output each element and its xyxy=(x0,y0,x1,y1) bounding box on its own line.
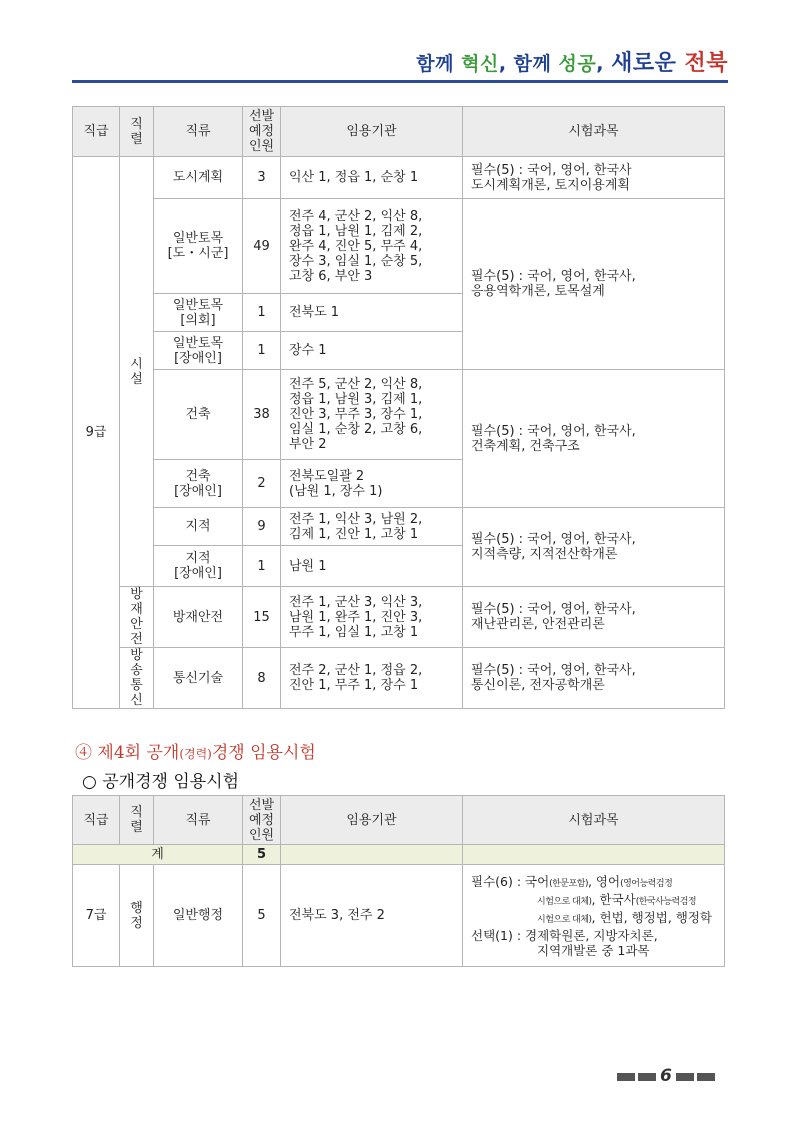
table-row xyxy=(73,199,725,294)
class-cell: 지적 [장애인] xyxy=(154,546,243,587)
col-class: 직류 xyxy=(154,107,243,157)
header-slogan: 함께 혁신, 함께 성공, 새로운 전북 xyxy=(416,51,728,76)
table-row xyxy=(73,157,725,199)
subjects-cell xyxy=(463,865,725,967)
count-cell: 15 xyxy=(243,587,281,648)
agency-cell: 전주 2, 군산 1, 정읍 2, 진안 1, 무주 1, 장수 1 xyxy=(281,648,463,709)
exam-table-7th-grade xyxy=(72,795,725,967)
class-cell: 일반토목 [도・시군] xyxy=(154,199,243,294)
class-cell: 방재안전 xyxy=(154,587,243,648)
grade-cell: 9급 xyxy=(73,157,120,709)
series-cell: 행정 xyxy=(120,865,154,967)
subjects-cell: 필수(5) : 국어, 영어, 한국사, 응용역학개론, 토목설계 xyxy=(463,199,725,370)
count-cell: 38 xyxy=(243,370,281,460)
col-agency: 임용기관 xyxy=(281,107,463,157)
required-subjects-cont2: 시험으로 대체), 헌법, 행정법, 행정학 xyxy=(537,909,712,925)
table-row xyxy=(73,865,725,967)
agency-cell: 전주 5, 군산 2, 익산 8, 정읍 1, 남원 3, 김제 1, 진안 3, 무주 3, 장수 1, 임실 1, 순창 2, 고창 6, 부안 2 xyxy=(281,370,463,460)
agency-cell: 전북도 1 xyxy=(281,294,463,332)
col-series: 직렬 xyxy=(120,107,154,157)
agency-cell: 익산 1, 정읍 1, 순창 1 xyxy=(281,157,463,199)
table-header-row xyxy=(73,107,725,157)
col-class: 직류 xyxy=(154,796,243,845)
header-divider xyxy=(72,80,728,83)
agency-cell: 전주 4, 군산 2, 익산 8, 정읍 1, 남원 1, 김제 2, 완주 4, 진안 5, 무주 4, 장수 3, 임실 1, 순창 5, 고창 6, 부안 3 xyxy=(281,199,463,294)
total-empty-cell xyxy=(281,845,463,865)
count-cell: 5 xyxy=(243,865,281,967)
class-cell: 지적 xyxy=(154,508,243,546)
page-number: 6 xyxy=(660,1066,672,1086)
section-title: ④ 제4회 공개(경력)경쟁 임용시험 xyxy=(75,743,316,763)
subsection-title: ○ 공개경쟁 임용시험 xyxy=(82,772,240,792)
footer-bar-left xyxy=(617,1073,635,1081)
required-subjects-cont: 시험으로 대체), 한국사(한국사능력검정 xyxy=(537,891,697,907)
footer-bar-left-2 xyxy=(638,1073,656,1081)
elective-subjects: 선택(1) : 경제학원론, 지방자치론, xyxy=(471,927,658,943)
agency-cell: 전북도일괄 2 (남원 1, 장수 1) xyxy=(281,460,463,508)
required-subjects: 필수(6) : 국어(한문포함), 영어(영어능력검정 xyxy=(471,873,673,889)
subjects-cell: 필수(5) : 국어, 영어, 한국사, 지적측량, 지적전산학개론 xyxy=(463,508,725,587)
subjects-cell: 필수(5) : 국어, 영어, 한국사, 통신이론, 전자공학개론 xyxy=(463,648,725,709)
total-empty-cell xyxy=(463,845,725,865)
col-subjects: 시험과목 xyxy=(463,796,725,845)
agency-cell: 전북도 3, 전주 2 xyxy=(281,865,463,967)
table-row xyxy=(73,648,725,709)
exam-table-9th-grade xyxy=(72,106,725,709)
table-row xyxy=(73,370,725,460)
total-row xyxy=(73,845,725,865)
col-count: 선발 예정 인원 xyxy=(243,796,281,845)
count-cell: 2 xyxy=(243,460,281,508)
class-cell: 건축 [장애인] xyxy=(154,460,243,508)
class-cell: 건축 xyxy=(154,370,243,460)
series-cell-facility: 시설 xyxy=(120,157,154,587)
count-cell: 3 xyxy=(243,157,281,199)
count-cell: 1 xyxy=(243,332,281,370)
table-header-row xyxy=(73,796,725,845)
agency-cell: 전주 1, 군산 3, 익산 3, 남원 1, 완주 1, 진안 3, 무주 1, 임실 1, 고창 1 xyxy=(281,587,463,648)
count-cell: 1 xyxy=(243,294,281,332)
agency-cell: 남원 1 xyxy=(281,546,463,587)
col-grade: 직급 xyxy=(73,107,120,157)
grade-cell: 7급 xyxy=(73,865,120,967)
total-value: 5 xyxy=(243,845,281,865)
total-label: 계 xyxy=(73,845,243,865)
count-cell: 8 xyxy=(243,648,281,709)
table-row xyxy=(73,587,725,648)
col-agency: 임용기관 xyxy=(281,796,463,845)
subjects-cell: 필수(5) : 국어, 영어, 한국사, 건축계획, 건축구조 xyxy=(463,370,725,508)
subjects-cell: 필수(5) : 국어, 영어, 한국사, 재난관리론, 안전관리론 xyxy=(463,587,725,648)
agency-cell: 장수 1 xyxy=(281,332,463,370)
elective-subjects-cont: 지역개발론 중 1과목 xyxy=(537,942,650,958)
class-cell: 통신기술 xyxy=(154,648,243,709)
footer-bar-right-2 xyxy=(697,1073,715,1081)
footer-bar-right xyxy=(676,1073,694,1081)
class-cell: 일반행정 xyxy=(154,865,243,967)
class-cell: 일반토목 [의회] xyxy=(154,294,243,332)
count-cell: 1 xyxy=(243,546,281,587)
table-row xyxy=(73,508,725,546)
count-cell: 49 xyxy=(243,199,281,294)
col-series: 직렬 xyxy=(120,796,154,845)
series-cell-broadcast: 방송 통신 xyxy=(120,648,154,709)
agency-cell: 전주 1, 익산 3, 남원 2, 김제 1, 진안 1, 고창 1 xyxy=(281,508,463,546)
col-grade: 직급 xyxy=(73,796,120,845)
col-subjects: 시험과목 xyxy=(463,107,725,157)
class-cell: 일반토목 [장애인] xyxy=(154,332,243,370)
count-cell: 9 xyxy=(243,508,281,546)
col-count: 선발 예정 인원 xyxy=(243,107,281,157)
series-cell-disaster: 방재 안전 xyxy=(120,587,154,648)
class-cell: 도시계획 xyxy=(154,157,243,199)
subjects-cell: 필수(5) : 국어, 영어, 한국사 도시계획개론, 토지이용계획 xyxy=(463,157,725,199)
